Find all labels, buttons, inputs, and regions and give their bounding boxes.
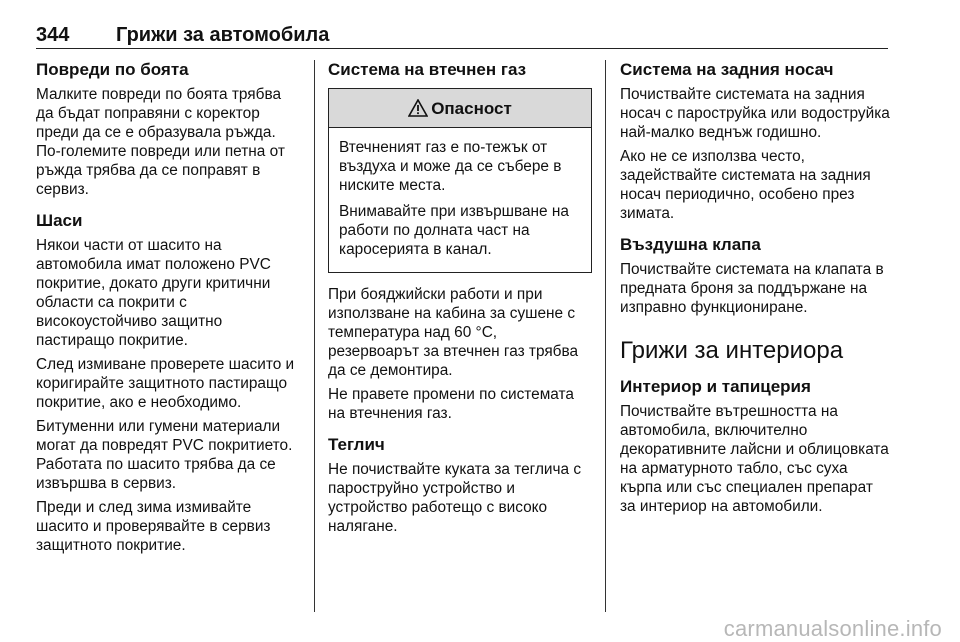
- paragraph: Преди и след зима измивайте шасито и проверявайте в сервиз защитното покритие.: [36, 499, 271, 554]
- paragraph: Битуменни или гумени материали могат да повредят PVC покритието. Работата по шасито трябва да се извършва в сервиз.: [36, 418, 293, 492]
- section-title-chassis: Шаси: [36, 211, 83, 230]
- danger-paragraph: Внимавайте при извършване на работи по долната част на каросерията в канал.: [339, 203, 569, 258]
- section-title-lpg-system: Система на втечнен газ: [328, 60, 527, 79]
- danger-box: [328, 88, 592, 273]
- watermark: carmanualsonline.info: [723, 616, 942, 641]
- danger-label: Опасност: [431, 98, 512, 118]
- column-divider-1: [314, 60, 315, 612]
- warning-triangle-icon: [408, 99, 428, 117]
- paragraph: Някои части от шасито на автомобила имат положено PVC покритие, докато други критични области са покрити с високоустойчиво защитно пастиращо покритие.: [36, 237, 271, 349]
- section-title-rear-carrier: Система на задния носач: [620, 60, 834, 79]
- paragraph: Почиствайте системата на задния носач с пароструйка или водоструйка най-малко веднъж годишно.: [620, 86, 890, 141]
- section-title-air-flap: Въздушна клапа: [620, 235, 761, 254]
- danger-box-header: [329, 89, 591, 128]
- chapter-title-interior-care: Грижи за интериора: [620, 337, 844, 364]
- page-header: [36, 26, 888, 49]
- paragraph: Почиствайте вътрешността на автомобила, включително декоративните лайсни и облицовката на арматурното табло, със суха кърпа или със специален препарат за интериор на автомобили.: [620, 403, 889, 515]
- danger-box-body: [329, 128, 591, 272]
- section-title-towbar: Теглич: [328, 435, 385, 454]
- column-2: [328, 60, 592, 541]
- paragraph: Почиствайте системата на клапата в предната броня за поддържане на изправно функциониране.: [620, 261, 884, 316]
- page-title: Грижи за автомобила: [116, 24, 330, 46]
- page-number: 344: [36, 24, 70, 46]
- section-title-interior-upholstery: Интериор и тапицерия: [620, 377, 811, 396]
- paragraph: Малките повреди по боята трябва да бъдат поправяни с коректор преди да се е образувала ръжда. По-големите повреди или петна от ръжда трябва да се поправят в сервиз.: [36, 86, 285, 198]
- paragraph: Не правете промени по системата на втечнения газ.: [328, 386, 574, 422]
- column-1: [36, 60, 302, 560]
- paragraph: При бояджийски работи и при използване на кабина за сушене с температура над 60 °C, резервоарът за втечнен газ трябва да се демонтира.: [328, 286, 579, 379]
- paragraph: След измиване проверете шасито и коригирайте защитното пастиращо покритие, ако е необходимо.: [36, 356, 295, 411]
- column-divider-2: [605, 60, 606, 612]
- section-title-paint-damage: Повреди по боята: [36, 60, 189, 79]
- column-3: [620, 60, 892, 521]
- paragraph: Ако не се използва често, задействайте системата на задния носач периодично, особено през зимата.: [620, 148, 871, 222]
- danger-paragraph: Втечненият газ е по-тежък от въздуха и може да се събере в ниските места.: [339, 139, 562, 194]
- paragraph: Не почиствайте куката за теглича с пароструйно устройство и устройство работещо с високо налягане.: [328, 461, 582, 535]
